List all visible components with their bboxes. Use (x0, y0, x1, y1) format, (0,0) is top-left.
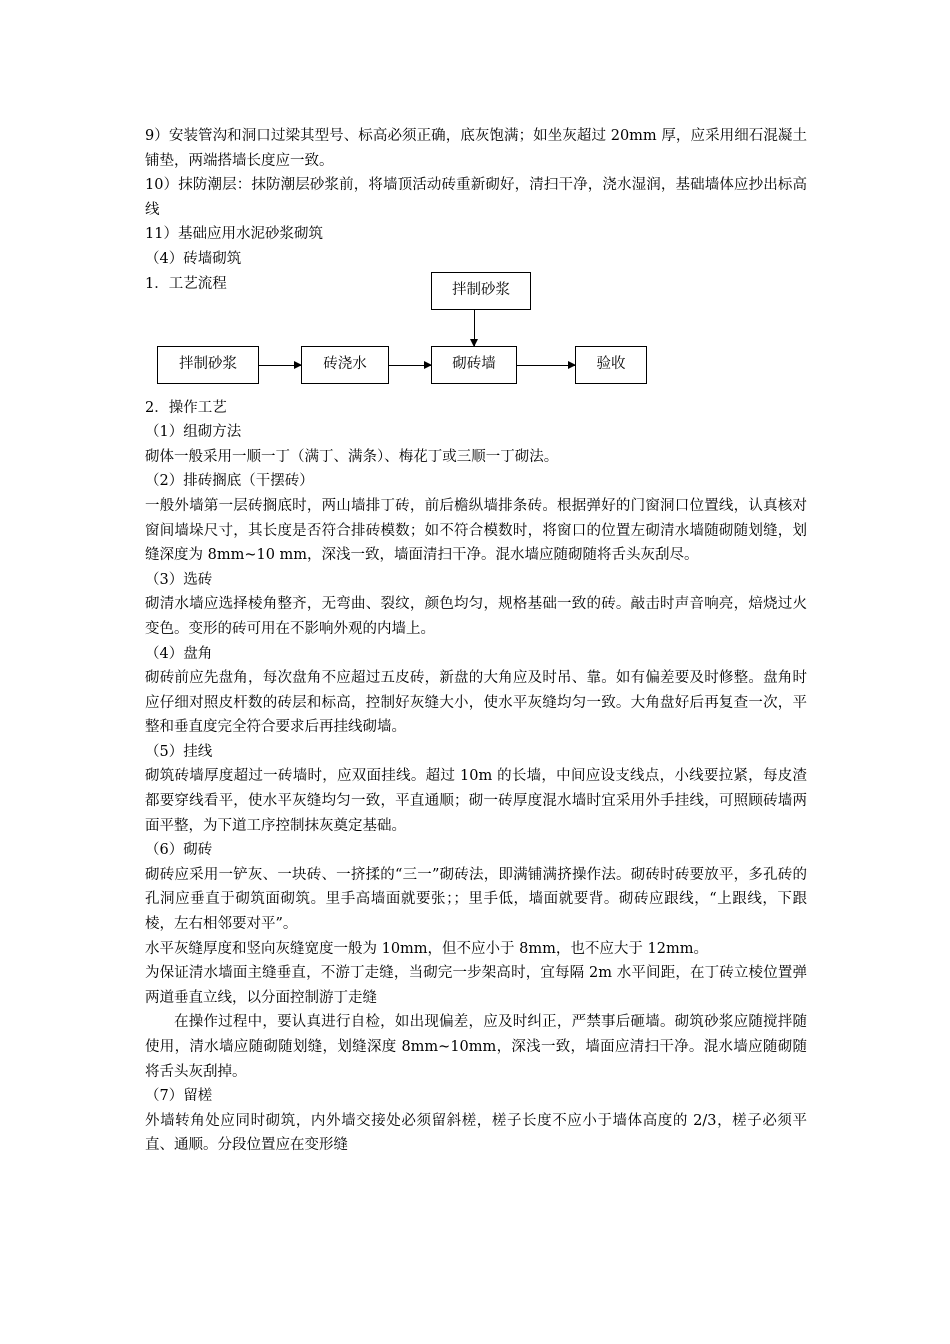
paragraph: （2）排砖搁底（干摆砖） (145, 473, 314, 490)
arrow-down (474, 310, 475, 346)
paragraph: 2．操作工艺 (145, 399, 227, 416)
paragraph: 水平灰缝厚度和竖向灰缝宽度一般为 10mm，但不应小于 8mm，也不应大于 12mm。 (145, 940, 708, 957)
document-page (145, 124, 807, 1158)
flow-box-acceptance: 验收 (575, 346, 647, 384)
paragraph: 9）安装管沟和洞口过梁其型号、标高必须正确，底灰饱满；如坐灰超过 20mm 厚，应采用细石混凝土铺垫，两端搭墙长度应一致。 (145, 128, 807, 169)
paragraph: 砌清水墙应选择棱角整齐，无弯曲、裂纹，颜色均匀，规格基础一致的砖。敲击时声音响亮，焙烧过火变色。变形的砖可用在不影响外观的内墙上。 (145, 596, 807, 637)
section-heading: （4）砖墙砌筑 (145, 250, 242, 267)
paragraph: （3）选砖 (145, 571, 213, 588)
paragraph: 一般外墙第一层砖搁底时，两山墙排丁砖，前后檐纵墙排条砖。根据弹好的门窗洞口位置线，认真核对窗间墙垛尺寸，其长度是否符合排砖模数；如不符合模数时，将窗口的位置左砌清水墙随砌随划缝，划缝深度为 8mm~10 mm，深浅一致，墙面清扫干净。混水墙应随砌随将舌头灰刮尽。 (145, 497, 807, 564)
paragraph: （1）组砌方法 (145, 424, 242, 441)
arrow-right (517, 365, 575, 366)
arrow-right (259, 365, 301, 366)
paragraph: 砌体一般采用一顺一丁（满丁、满条）、梅花丁或三顺一丁砌法。 (145, 448, 559, 465)
paragraph: （4）盘角 (145, 645, 213, 662)
paragraph: 11）基础应用水泥砂浆砌筑 (145, 226, 323, 243)
arrow-right (389, 365, 431, 366)
flow-box-mix-mortar: 拌制砂浆 (157, 346, 259, 384)
flow-box-wet-bricks: 砖浇水 (301, 346, 389, 384)
paragraph: 10）抹防潮层：抹防潮层砂浆前，将墙顶活动砖重新砌好，清扫干净，浇水湿润，基础墙体应抄出标高线 (145, 177, 807, 218)
paragraph: 为保证清水墙面主缝垂直，不游丁走缝，当砌完一步架高时，宜每隔 2m 水平间距，在丁砖立棱位置弹两道垂直立线，以分面控制游丁走缝 (145, 965, 807, 1006)
paragraph: 砌砖前应先盘角，每次盘角不应超过五皮砖，新盘的大角应及时吊、靠。如有偏差要及时修整。盘角时应仔细对照皮杆数的砖层和标高，控制好灰缝大小，使水平灰缝均匀一致。大角盘好后再复查一次，平整和垂直度完全符合要求后再挂线砌墙。 (145, 670, 807, 736)
paragraph: （7）留槎 (145, 1088, 213, 1105)
paragraph: 外墙转角处应同时砌筑，内外墙交接处必须留斜槎，槎子长度不应小于墙体高度的 2/3，槎子必须平直、通顺。分段位置应在变形缝 (145, 1112, 807, 1154)
paragraph: 砌砖应采用一铲灰、一块砖、一挤揉的“三一”砌砖法，即满铺满挤操作法。砌砖时砖要放平，多孔砖的孔洞应垂直于砌筑面砌筑。里手高墙面就要张；；里手低，墙面就要背。砌砖应跟线，“上跟线，下跟棱，左右相邻要对平”。 (145, 866, 807, 933)
paragraph: （6）砌砖 (145, 842, 213, 859)
process-flow-diagram (145, 272, 807, 396)
flow-box-lay-bricks: 砌砖墙 (431, 346, 517, 384)
flow-box-top-mix-mortar: 拌制砂浆 (431, 272, 531, 310)
paragraph: 砌筑砖墙厚度超过一砖墙时，应双面挂线。超过 10m 的长墙，中间应设支线点，小线要拉紧，每皮渣都要穿线看平，使水平灰缝均匀一致，平直通顺；砌一砖厚度混水墙时宜采用外手挂线，可照顾砖墙两面平整，为下道工序控制抹灰奠定基础。 (145, 768, 807, 834)
flow-title: 1．工艺流程 (145, 275, 227, 292)
paragraph: （5）挂线 (145, 743, 213, 760)
paragraph: 在操作过程中，要认真进行自检，如出现偏差，应及时纠正，严禁事后砸墙。砌筑砂浆应随搅拌随使用，清水墙应随砌随划缝，划缝深度 8mm~10mm，深浅一致，墙面应清扫干净。混水墙应随砌随将舌头灰刮掉。 (145, 1014, 807, 1080)
